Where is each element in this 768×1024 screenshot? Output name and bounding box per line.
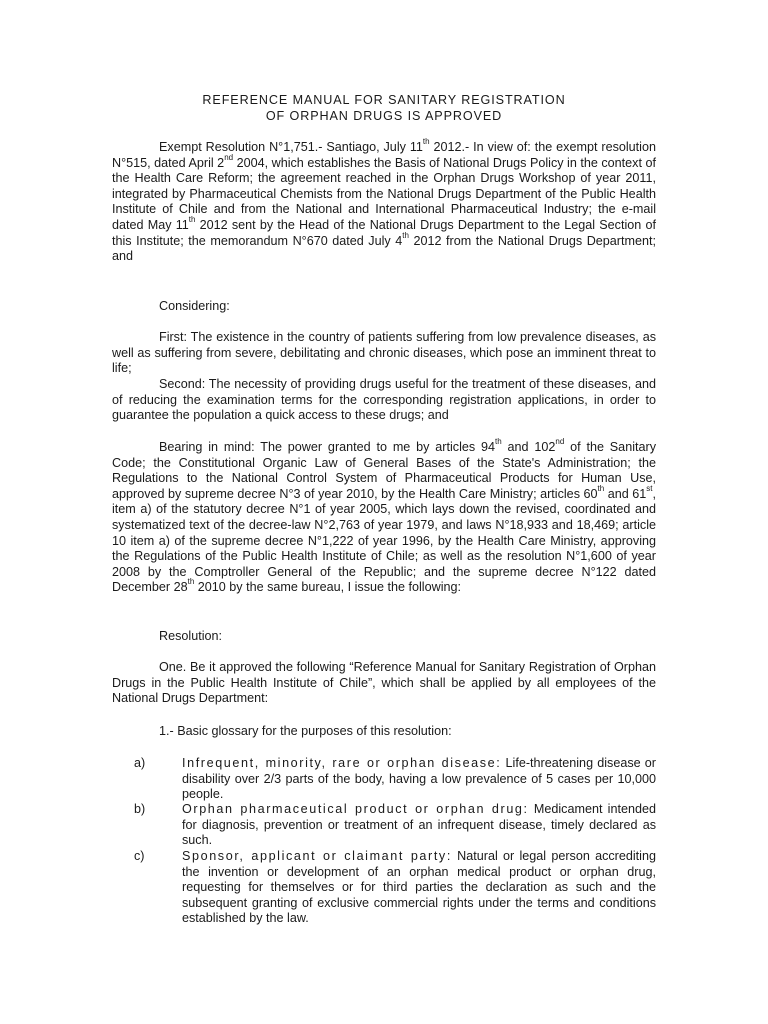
bearing-sup-4: st — [646, 483, 653, 493]
bearing-text-3: of the Sanitary Code; the Constitutional Organic Law of General Bases of the State's Administration; the Regulations to the National Control System of Pharmaceutical Products for Human Use, approved by supreme decree N°3 of year 2010, by the Health Care Ministry; articles 60 — [112, 440, 656, 501]
intro-text-1: Exempt Resolution N°1,751.- Santiago, July 11 — [159, 140, 423, 154]
bearing-text-1: Bearing in mind: The power granted to me by articles 94 — [159, 440, 496, 454]
bearing-sup-2: nd — [555, 437, 565, 446]
bearing-text-2: and 102 — [501, 440, 556, 454]
document-title-line-2: OF ORPHAN DRUGS IS APPROVED — [265, 109, 503, 123]
glossary-item-term: Orphan pharmaceutical product or orphan drug: — [182, 802, 529, 816]
intro-paragraph — [112, 137, 656, 265]
resolution-label: Resolution: — [159, 629, 223, 643]
second-paragraph: Second: The necessity of providing drugs useful for the treatment of these diseases, and of reducing the examination terms for the corresponding registration applications, in order to guarantee the population a quick access to these drugs; and — [112, 377, 656, 423]
bearing-paragraph — [112, 437, 656, 596]
glossary-item-term: Sponsor, applicant or claimant party: — [182, 849, 452, 863]
first-paragraph: First: The existence in the country of patients suffering from low prevalence diseases, as well as suffering from severe, debilitating and chronic diseases, which pose an imminent threat to life; — [112, 330, 656, 376]
intro-text-2: 2012.- In view of: the exempt resolution N°515, dated April 2 — [112, 140, 656, 170]
intro-text-4: 2012 sent by the Head of the National Drugs Department to the Legal Section of this Institute; the memorandum N°670 dated July 4 — [112, 217, 656, 248]
glossary-intro: 1.- Basic glossary for the purposes of this resolution: — [159, 724, 452, 738]
glossary-item-body — [182, 756, 656, 803]
intro-sup-3: th — [188, 214, 196, 224]
glossary-item-definition: Natural or legal person accrediting the invention or development of an orphan medical product or orphan drug, requesting for themselves or for third parties the declaration as such and the subsequent granting of exclusive commercial rights under the terms and conditions established by the law. — [182, 849, 656, 926]
document-title-line-1: REFERENCE MANUAL FOR SANITARY REGISTRATION — [202, 93, 566, 107]
glossary-item-letter: a) — [134, 756, 146, 770]
one-paragraph: One. Be it approved the following “Reference Manual for Sanitary Registration of Orphan Drugs in the Public Health Institute of Chile”, which shall be applied by all employees of the National Drugs Department: — [112, 660, 656, 706]
intro-text-5: 2012 from the National Drugs Department; and — [112, 233, 656, 264]
glossary-item-term: Infrequent, minority, rare or orphan disease: — [182, 756, 502, 770]
bearing-sup-1: th — [495, 437, 502, 446]
glossary-item-definition: Medicament intended for diagnosis, prevention or treatment of an infrequent disease, timely declared as such. — [182, 802, 656, 848]
bearing-text-4: and 61 — [604, 486, 647, 501]
bearing-text-6: 2010 by the same bureau, I issue the following: — [194, 580, 462, 595]
intro-sup-2: nd — [224, 152, 234, 162]
bearing-sup-5: th — [187, 577, 195, 587]
glossary-item-body — [182, 802, 656, 849]
considering-label: Considering: — [159, 299, 230, 313]
bearing-sup-3: th — [597, 483, 605, 493]
intro-sup-1: th — [422, 137, 430, 146]
glossary-item-definition: Life-threatening disease or disability over 2/3 parts of the body, having a low prevalence of 5 cases per 10,000 people. — [182, 756, 656, 802]
bearing-text-5: , item a) of the statutory decree N°1 of year 2005, which lays down the revised, coordinated and systematized text of the decree-law N°2,763 of year 1979, and laws N°18,933 and 18,469; article 10 item a) of the supreme decree N°1,222 of year 1996, by the Health Care Ministry, approving the Regulations of the Public Health Institute of Chile; as well as the resolution N°1,600 of year 2008 by the Comptroller General of the Republic; and the supreme decree N°122 dated December 28 — [112, 486, 656, 595]
glossary-item-letter: b) — [134, 802, 146, 816]
intro-text-3: 2004, which establishes the Basis of National Drugs Policy in the context of the Health Care Reform; the agreement reached in the Orphan Drugs Workshop of year 2011, integrated by Pharmaceutical Chemists from the National Drugs Department of the Public Health Institute of Chile and from the National and International Pharmaceutical Industry; the e-mail dated May 11 — [112, 155, 656, 232]
intro-sup-4: th — [402, 230, 409, 240]
glossary-item-body — [182, 849, 656, 927]
glossary-item-letter: c) — [134, 849, 145, 863]
